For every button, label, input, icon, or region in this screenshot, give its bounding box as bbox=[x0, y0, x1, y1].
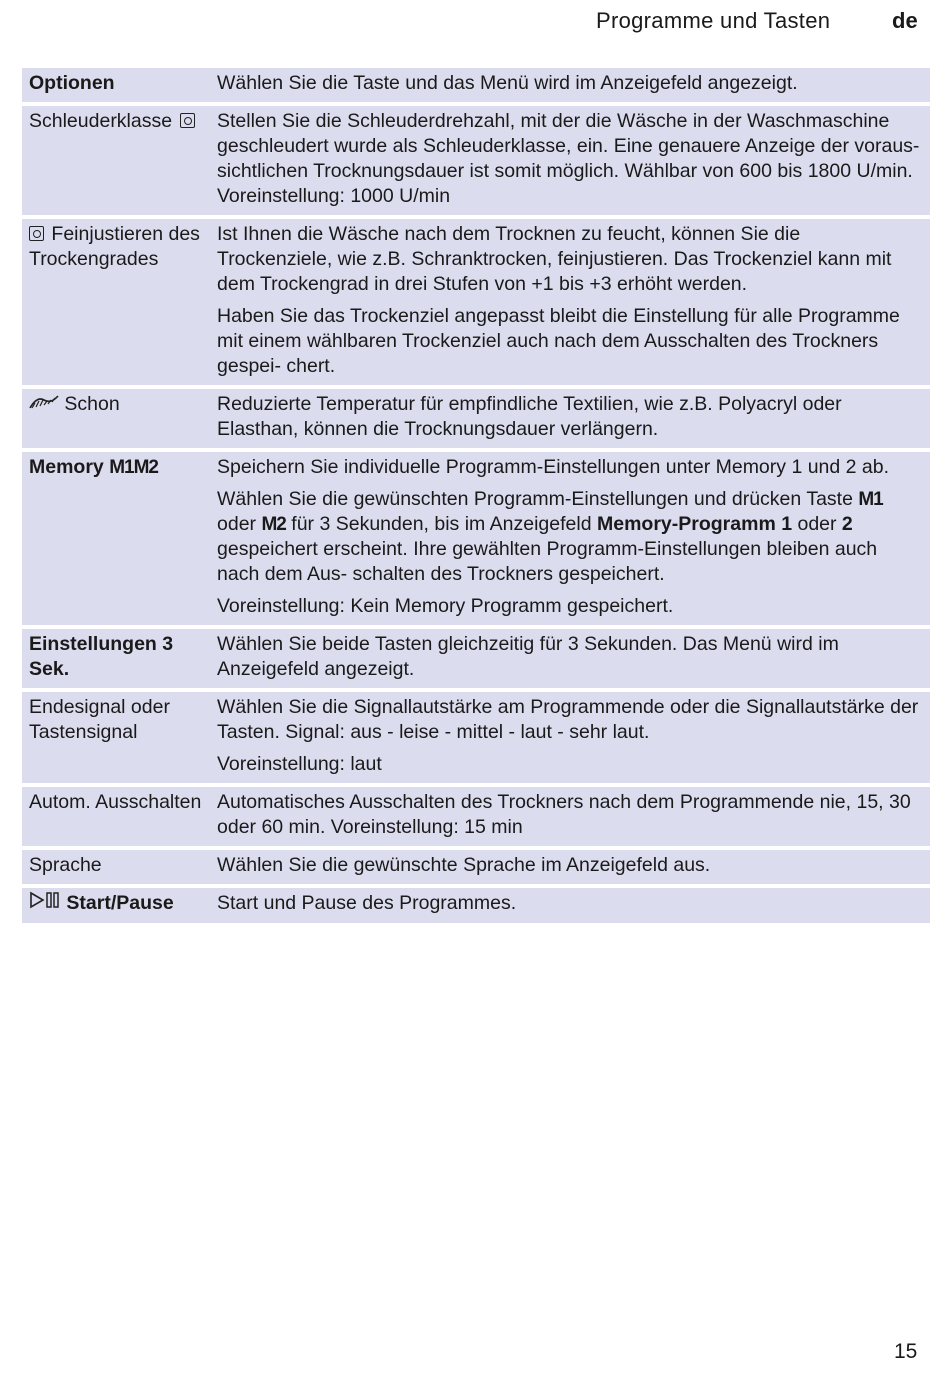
row-label bbox=[22, 219, 217, 385]
description-text: Ist Ihnen die Wäsche nach dem Trocknen zu feucht, können Sie die Trockenziele, wie z.B. Schranktrocken, feinjustieren. Das Trockenziel kann mit dem Trockengrad in drei Stufen von +1 bis +3 erhöht werden. bbox=[217, 223, 892, 295]
text-segment: Wählen Sie die gewünschten Programm-Einstellungen und drücken Taste bbox=[217, 488, 853, 510]
spin-class-icon bbox=[180, 113, 195, 128]
description-text: Wählen Sie die gewünschte Sprache im Anzeigefeld aus. bbox=[217, 854, 711, 876]
table-row-endesignal bbox=[22, 692, 930, 783]
text-segment-bold: Memory-Programm 1 bbox=[596, 513, 793, 535]
row-description bbox=[217, 389, 930, 448]
row-description bbox=[217, 629, 930, 688]
start-pause-icon bbox=[29, 891, 61, 917]
description-text: Automatisches Ausschalten des Trockners nach dem Programmende nie, 15, 30 oder 60 min. Voreinstellung: 15 min bbox=[217, 791, 911, 838]
table-row-optionen bbox=[22, 68, 930, 102]
header-title: Programme und Tasten bbox=[596, 8, 831, 33]
description-text: Reduzierte Temperatur für empfindliche Textilien, wie z.B. Polyacryl oder Elasthan, können die Trocknungsdauer verlängern. bbox=[217, 393, 842, 440]
text-segment: oder bbox=[797, 513, 837, 535]
row-label: Optionen bbox=[29, 72, 115, 94]
memory-2-icon: M2 bbox=[261, 514, 286, 535]
table-row-schleuderklasse bbox=[22, 106, 930, 215]
row-description bbox=[217, 68, 930, 102]
page-number: 15 bbox=[894, 1340, 918, 1363]
description-text: Voreinstellung: Kein Memory Programm gespeichert. bbox=[217, 595, 674, 617]
row-description bbox=[217, 787, 930, 846]
row-description bbox=[217, 850, 930, 884]
label-text: Memory bbox=[29, 456, 104, 478]
dryness-adjust-icon bbox=[29, 226, 44, 241]
memory-1-icon: M1 bbox=[858, 489, 883, 510]
description-text: Wählen Sie die Signallautstärke am Programmende oder die Signallautstärke der Tasten. Signal: aus - leise - mittel - laut - sehr laut. bbox=[217, 696, 919, 743]
table-row-schon bbox=[22, 389, 930, 448]
text-segment: gespeichert erscheint. Ihre gewählten Programm-Einstellungen bleiben auch nach dem Aus- schalten des Trockners gespeichert. bbox=[217, 538, 878, 585]
memory-icon: M1M2 bbox=[109, 457, 158, 478]
row-label bbox=[22, 389, 217, 448]
text-segment: oder bbox=[217, 513, 257, 535]
table-row-sprache bbox=[22, 850, 930, 884]
label-text: Schleuderklasse bbox=[29, 110, 173, 132]
table-row-einstellungen bbox=[22, 629, 930, 688]
row-label: Autom. Ausschalten bbox=[29, 791, 202, 813]
description-text bbox=[217, 487, 920, 587]
row-description bbox=[217, 888, 930, 923]
row-description bbox=[217, 219, 930, 385]
table-row-start-pause bbox=[22, 888, 930, 923]
table-row-memory bbox=[22, 452, 930, 625]
row-label: Sprache bbox=[29, 854, 102, 876]
label-text: Feinjustieren des Trockengrades bbox=[29, 223, 200, 270]
row-label bbox=[22, 106, 217, 215]
row-label: Einstellungen 3 Sek. bbox=[29, 633, 174, 680]
description-text: Speichern Sie individuelle Programm-Einstellungen unter Memory 1 und 2 ab. bbox=[217, 456, 890, 478]
description-text: Stellen Sie die Schleuderdrehzahl, mit der die Wäsche in der Waschmaschine geschleudert wurde als Schleuderklasse, ein. Eine genauere Anzeige der voraus- sichtlichen Trocknungsdauer ist somit möglich. Wählbar von 600 bis 1800 U/min. Voreinstellung: 1000 U/min bbox=[217, 110, 920, 207]
row-label: Endesignal oder Tastensignal bbox=[29, 696, 170, 743]
row-description bbox=[217, 452, 930, 625]
table-row-feinjustieren bbox=[22, 219, 930, 385]
header-language: de bbox=[892, 8, 918, 33]
options-table bbox=[22, 68, 930, 927]
description-text: Voreinstellung: laut bbox=[217, 753, 382, 775]
text-segment-bold: 2 bbox=[841, 513, 853, 535]
gentle-icon bbox=[29, 393, 59, 418]
label-text: Start/Pause bbox=[66, 892, 174, 914]
page-header bbox=[0, 6, 950, 38]
description-text: Wählen Sie die Taste und das Menü wird im Anzeigefeld angezeigt. bbox=[217, 72, 798, 94]
description-text: Start und Pause des Programmes. bbox=[217, 892, 517, 914]
row-description bbox=[217, 692, 930, 783]
description-text: Wählen Sie beide Tasten gleichzeitig für 3 Sekunden. Das Menü wird im Anzeigefeld angezeigt. bbox=[217, 633, 839, 680]
row-description bbox=[217, 106, 930, 215]
row-label bbox=[22, 888, 217, 923]
row-label bbox=[22, 452, 217, 625]
label-text: Schon bbox=[64, 393, 120, 415]
text-segment: für 3 Sekunden, bis im Anzeigefeld bbox=[291, 513, 592, 535]
description-text: Haben Sie das Trockenziel angepasst bleibt die Einstellung für alle Programme mit einem wählbaren Trockenziel auch nach dem Ausschalten des Trockners gespei- chert. bbox=[217, 305, 900, 377]
table-row-autom-ausschalten bbox=[22, 787, 930, 846]
